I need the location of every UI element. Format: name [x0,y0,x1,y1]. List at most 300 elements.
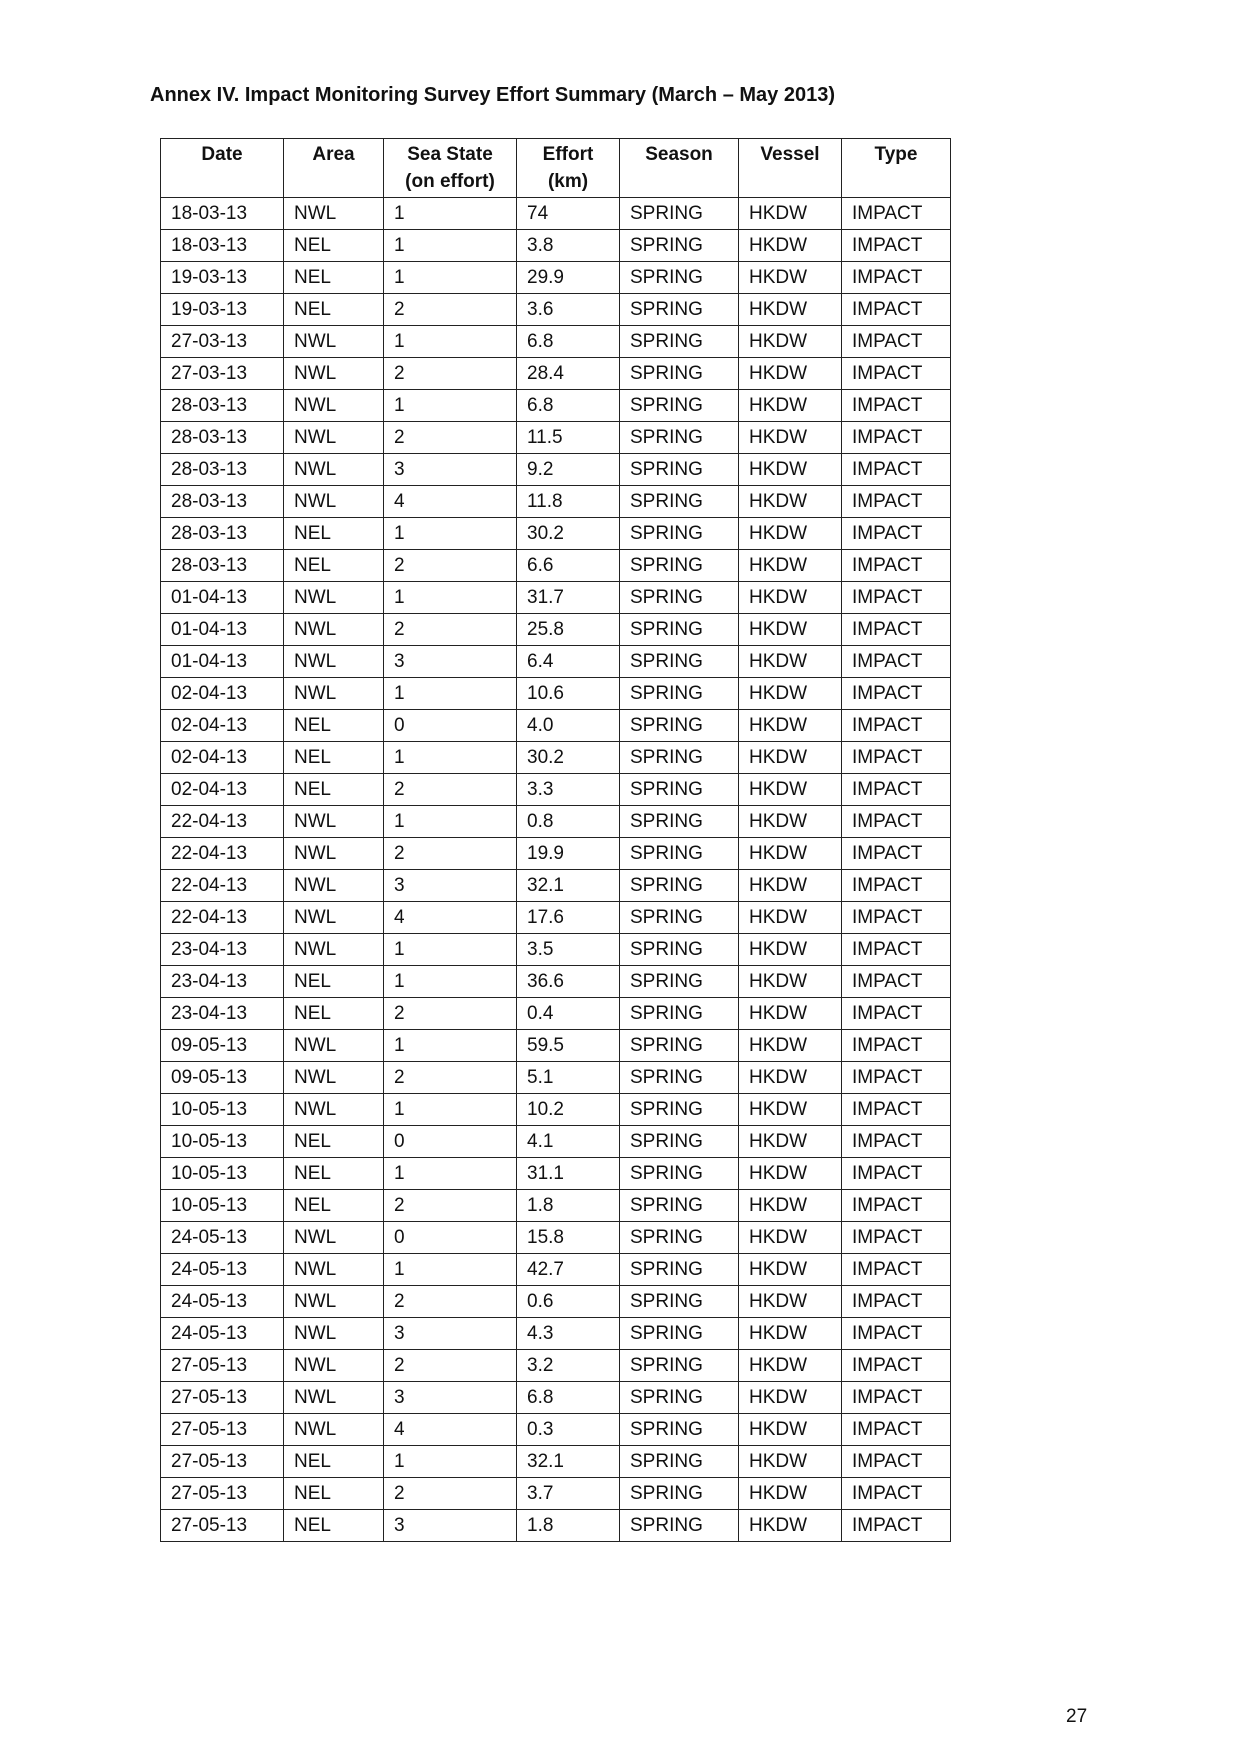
effort-cell: 32.1 [517,1446,620,1478]
date-cell: 28-03-13 [161,390,284,422]
table-row [161,422,951,454]
date-cell: 27-05-13 [161,1510,284,1542]
area-cell: NEL [284,998,384,1030]
sea-state-cell: 0 [384,710,517,742]
effort-cell: 28.4 [517,358,620,390]
vessel-cell: HKDW [739,870,842,902]
season-cell: SPRING [620,294,739,326]
area-cell: NEL [284,230,384,262]
vessel-cell: HKDW [739,454,842,486]
vessel-cell: HKDW [739,550,842,582]
sea-state-cell: 2 [384,358,517,390]
sea-state-cell: 1 [384,742,517,774]
table-row [161,902,951,934]
area-cell: NWL [284,1254,384,1286]
date-cell: 24-05-13 [161,1222,284,1254]
date-cell: 27-05-13 [161,1350,284,1382]
area-cell: NWL [284,198,384,230]
season-cell: SPRING [620,198,739,230]
column-header-season: Season [620,139,739,198]
type-cell: IMPACT [842,870,951,902]
sea-state-cell: 3 [384,870,517,902]
effort-cell: 32.1 [517,870,620,902]
type-cell: IMPACT [842,390,951,422]
vessel-cell: HKDW [739,710,842,742]
sea-state-cell: 1 [384,966,517,998]
table-row [161,1126,951,1158]
type-cell: IMPACT [842,486,951,518]
area-cell: NWL [284,838,384,870]
effort-cell: 3.3 [517,774,620,806]
effort-cell: 4.3 [517,1318,620,1350]
table-row [161,646,951,678]
type-cell: IMPACT [842,358,951,390]
sea-state-cell: 3 [384,646,517,678]
table-row [161,1158,951,1190]
type-cell: IMPACT [842,1318,951,1350]
effort-cell: 0.4 [517,998,620,1030]
effort-cell: 0.8 [517,806,620,838]
table-row [161,614,951,646]
vessel-cell: HKDW [739,966,842,998]
table-row [161,1350,951,1382]
sea-state-cell: 3 [384,1318,517,1350]
type-cell: IMPACT [842,1126,951,1158]
date-cell: 18-03-13 [161,198,284,230]
table-header-row [161,139,951,198]
table-row [161,518,951,550]
date-cell: 02-04-13 [161,774,284,806]
date-cell: 22-04-13 [161,870,284,902]
effort-cell: 6.8 [517,390,620,422]
season-cell: SPRING [620,838,739,870]
table-row [161,774,951,806]
vessel-cell: HKDW [739,422,842,454]
date-cell: 18-03-13 [161,230,284,262]
season-cell: SPRING [620,902,739,934]
effort-cell: 15.8 [517,1222,620,1254]
table-row [161,870,951,902]
area-cell: NEL [284,1510,384,1542]
season-cell: SPRING [620,1190,739,1222]
date-cell: 28-03-13 [161,454,284,486]
effort-cell: 11.8 [517,486,620,518]
date-cell: 23-04-13 [161,934,284,966]
season-cell: SPRING [620,326,739,358]
area-cell: NWL [284,870,384,902]
type-cell: IMPACT [842,646,951,678]
vessel-cell: HKDW [739,518,842,550]
column-header-date: Date [161,139,284,198]
season-cell: SPRING [620,358,739,390]
table-row [161,1030,951,1062]
date-cell: 09-05-13 [161,1062,284,1094]
date-cell: 02-04-13 [161,678,284,710]
sea-state-cell: 1 [384,262,517,294]
area-cell: NEL [284,774,384,806]
season-cell: SPRING [620,1382,739,1414]
effort-cell: 3.6 [517,294,620,326]
vessel-cell: HKDW [739,1222,842,1254]
sea-state-cell: 2 [384,614,517,646]
area-cell: NWL [284,1094,384,1126]
vessel-cell: HKDW [739,1446,842,1478]
area-cell: NEL [284,1190,384,1222]
table-row [161,550,951,582]
effort-cell: 25.8 [517,614,620,646]
date-cell: 10-05-13 [161,1126,284,1158]
area-cell: NEL [284,294,384,326]
sea-state-cell: 2 [384,294,517,326]
date-cell: 27-03-13 [161,358,284,390]
date-cell: 22-04-13 [161,902,284,934]
area-cell: NEL [284,710,384,742]
vessel-cell: HKDW [739,230,842,262]
area-cell: NEL [284,518,384,550]
table-row [161,934,951,966]
sea-state-cell: 1 [384,1254,517,1286]
date-cell: 27-05-13 [161,1382,284,1414]
date-cell: 10-05-13 [161,1158,284,1190]
date-cell: 22-04-13 [161,838,284,870]
vessel-cell: HKDW [739,390,842,422]
date-cell: 02-04-13 [161,742,284,774]
area-cell: NWL [284,646,384,678]
effort-cell: 19.9 [517,838,620,870]
type-cell: IMPACT [842,1350,951,1382]
vessel-cell: HKDW [739,678,842,710]
vessel-cell: HKDW [739,742,842,774]
sea-state-cell: 2 [384,1350,517,1382]
type-cell: IMPACT [842,678,951,710]
season-cell: SPRING [620,934,739,966]
table-row [161,230,951,262]
effort-cell: 36.6 [517,966,620,998]
table-row [161,1190,951,1222]
vessel-cell: HKDW [739,934,842,966]
effort-cell: 1.8 [517,1510,620,1542]
effort-cell: 30.2 [517,742,620,774]
table-row [161,678,951,710]
effort-cell: 59.5 [517,1030,620,1062]
effort-cell: 4.0 [517,710,620,742]
sea-state-cell: 2 [384,1286,517,1318]
table-row [161,454,951,486]
table-row [161,806,951,838]
sea-state-cell: 1 [384,1158,517,1190]
vessel-cell: HKDW [739,774,842,806]
date-cell: 27-05-13 [161,1478,284,1510]
season-cell: SPRING [620,678,739,710]
table-row [161,294,951,326]
vessel-cell: HKDW [739,838,842,870]
season-cell: SPRING [620,1478,739,1510]
page-number: 27 [1066,1706,1088,1727]
effort-cell: 31.1 [517,1158,620,1190]
table-row [161,486,951,518]
effort-cell: 5.1 [517,1062,620,1094]
type-cell: IMPACT [842,454,951,486]
sea-state-cell: 2 [384,838,517,870]
date-cell: 28-03-13 [161,550,284,582]
season-cell: SPRING [620,1318,739,1350]
season-cell: SPRING [620,710,739,742]
type-cell: IMPACT [842,1286,951,1318]
date-cell: 09-05-13 [161,1030,284,1062]
season-cell: SPRING [620,486,739,518]
sea-state-cell: 3 [384,1382,517,1414]
table-row [161,1446,951,1478]
season-cell: SPRING [620,230,739,262]
date-cell: 10-05-13 [161,1094,284,1126]
column-header-vessel: Vessel [739,139,842,198]
sea-state-cell: 1 [384,198,517,230]
type-cell: IMPACT [842,742,951,774]
effort-cell: 6.8 [517,1382,620,1414]
date-cell: 27-03-13 [161,326,284,358]
vessel-cell: HKDW [739,1094,842,1126]
vessel-cell: HKDW [739,1414,842,1446]
season-cell: SPRING [620,1414,739,1446]
area-cell: NWL [284,902,384,934]
area-cell: NEL [284,1158,384,1190]
sea-state-cell: 1 [384,390,517,422]
vessel-cell: HKDW [739,1062,842,1094]
type-cell: IMPACT [842,1478,951,1510]
type-cell: IMPACT [842,1222,951,1254]
type-cell: IMPACT [842,1446,951,1478]
sea-state-cell: 2 [384,774,517,806]
table-row [161,1382,951,1414]
season-cell: SPRING [620,454,739,486]
sea-state-cell: 1 [384,678,517,710]
sea-state-cell: 2 [384,422,517,454]
season-cell: SPRING [620,774,739,806]
vessel-cell: HKDW [739,1382,842,1414]
table-row [161,390,951,422]
effort-cell: 9.2 [517,454,620,486]
area-cell: NWL [284,1414,384,1446]
effort-cell: 74 [517,198,620,230]
vessel-cell: HKDW [739,582,842,614]
date-cell: 24-05-13 [161,1318,284,1350]
area-cell: NEL [284,966,384,998]
type-cell: IMPACT [842,838,951,870]
type-cell: IMPACT [842,710,951,742]
table-row [161,1254,951,1286]
date-cell: 22-04-13 [161,806,284,838]
table-row [161,326,951,358]
date-cell: 28-03-13 [161,518,284,550]
effort-cell: 42.7 [517,1254,620,1286]
sea-state-cell: 3 [384,454,517,486]
date-cell: 27-05-13 [161,1446,284,1478]
season-cell: SPRING [620,1126,739,1158]
effort-cell: 3.7 [517,1478,620,1510]
type-cell: IMPACT [842,230,951,262]
sea-state-cell: 2 [384,550,517,582]
date-cell: 01-04-13 [161,646,284,678]
type-cell: IMPACT [842,550,951,582]
table-row [161,838,951,870]
sea-state-cell: 2 [384,1478,517,1510]
season-cell: SPRING [620,390,739,422]
sea-state-cell: 1 [384,326,517,358]
area-cell: NWL [284,678,384,710]
date-cell: 02-04-13 [161,710,284,742]
vessel-cell: HKDW [739,294,842,326]
area-cell: NWL [284,390,384,422]
area-cell: NWL [284,358,384,390]
date-cell: 23-04-13 [161,998,284,1030]
vessel-cell: HKDW [739,1126,842,1158]
area-cell: NEL [284,550,384,582]
type-cell: IMPACT [842,294,951,326]
area-cell: NWL [284,1286,384,1318]
table-row [161,1318,951,1350]
effort-cell: 3.2 [517,1350,620,1382]
type-cell: IMPACT [842,1062,951,1094]
table-row [161,1286,951,1318]
effort-cell: 11.5 [517,422,620,454]
season-cell: SPRING [620,1030,739,1062]
season-cell: SPRING [620,614,739,646]
table-row [161,966,951,998]
date-cell: 01-04-13 [161,614,284,646]
season-cell: SPRING [620,1222,739,1254]
table-row [161,1062,951,1094]
type-cell: IMPACT [842,1382,951,1414]
date-cell: 19-03-13 [161,262,284,294]
sea-state-cell: 1 [384,1030,517,1062]
type-cell: IMPACT [842,326,951,358]
effort-cell: 10.6 [517,678,620,710]
area-cell: NEL [284,1446,384,1478]
vessel-cell: HKDW [739,1318,842,1350]
type-cell: IMPACT [842,902,951,934]
vessel-cell: HKDW [739,1190,842,1222]
season-cell: SPRING [620,1158,739,1190]
season-cell: SPRING [620,646,739,678]
area-cell: NWL [284,1030,384,1062]
vessel-cell: HKDW [739,646,842,678]
effort-cell: 29.9 [517,262,620,294]
type-cell: IMPACT [842,998,951,1030]
vessel-cell: HKDW [739,326,842,358]
table-row [161,742,951,774]
effort-cell: 31.7 [517,582,620,614]
vessel-cell: HKDW [739,1030,842,1062]
area-cell: NEL [284,1478,384,1510]
vessel-cell: HKDW [739,1254,842,1286]
area-cell: NWL [284,1062,384,1094]
vessel-cell: HKDW [739,1158,842,1190]
season-cell: SPRING [620,1062,739,1094]
vessel-cell: HKDW [739,358,842,390]
area-cell: NWL [284,582,384,614]
season-cell: SPRING [620,1286,739,1318]
area-cell: NEL [284,262,384,294]
effort-cell: 6.8 [517,326,620,358]
area-cell: NWL [284,422,384,454]
type-cell: IMPACT [842,806,951,838]
vessel-cell: HKDW [739,806,842,838]
vessel-cell: HKDW [739,614,842,646]
type-cell: IMPACT [842,966,951,998]
season-cell: SPRING [620,1254,739,1286]
table-row [161,262,951,294]
effort-cell: 0.3 [517,1414,620,1446]
table-row [161,1478,951,1510]
date-cell: 01-04-13 [161,582,284,614]
type-cell: IMPACT [842,934,951,966]
season-cell: SPRING [620,518,739,550]
table-row [161,710,951,742]
type-cell: IMPACT [842,774,951,806]
type-cell: IMPACT [842,1510,951,1542]
effort-cell: 10.2 [517,1094,620,1126]
sea-state-cell: 1 [384,230,517,262]
vessel-cell: HKDW [739,1478,842,1510]
type-cell: IMPACT [842,1158,951,1190]
date-cell: 10-05-13 [161,1190,284,1222]
effort-cell: 17.6 [517,902,620,934]
sea-state-cell: 3 [384,1510,517,1542]
table-row [161,1094,951,1126]
date-cell: 24-05-13 [161,1254,284,1286]
table-row [161,1414,951,1446]
type-cell: IMPACT [842,1414,951,1446]
survey-effort-table [160,138,951,1542]
column-header-effort: Effort (km) [517,139,620,198]
sea-state-cell: 4 [384,902,517,934]
type-cell: IMPACT [842,614,951,646]
date-cell: 28-03-13 [161,486,284,518]
sea-state-cell: 1 [384,1446,517,1478]
area-cell: NWL [284,1318,384,1350]
table-body [161,198,951,1542]
table-row [161,582,951,614]
effort-cell: 30.2 [517,518,620,550]
area-cell: NWL [284,806,384,838]
type-cell: IMPACT [842,1094,951,1126]
effort-cell: 0.6 [517,1286,620,1318]
season-cell: SPRING [620,262,739,294]
sea-state-cell: 0 [384,1126,517,1158]
effort-cell: 6.4 [517,646,620,678]
effort-cell: 6.6 [517,550,620,582]
date-cell: 24-05-13 [161,1286,284,1318]
area-cell: NWL [284,326,384,358]
sea-state-cell: 2 [384,1062,517,1094]
vessel-cell: HKDW [739,902,842,934]
type-cell: IMPACT [842,1030,951,1062]
season-cell: SPRING [620,422,739,454]
effort-cell: 3.5 [517,934,620,966]
area-cell: NWL [284,934,384,966]
vessel-cell: HKDW [739,1286,842,1318]
type-cell: IMPACT [842,1254,951,1286]
type-cell: IMPACT [842,518,951,550]
season-cell: SPRING [620,1350,739,1382]
type-cell: IMPACT [842,198,951,230]
column-header-area: Area [284,139,384,198]
type-cell: IMPACT [842,1190,951,1222]
season-cell: SPRING [620,1510,739,1542]
area-cell: NWL [284,454,384,486]
page-title: Annex IV. Impact Monitoring Survey Effort Summary (March – May 2013) [150,84,835,106]
area-cell: NWL [284,486,384,518]
